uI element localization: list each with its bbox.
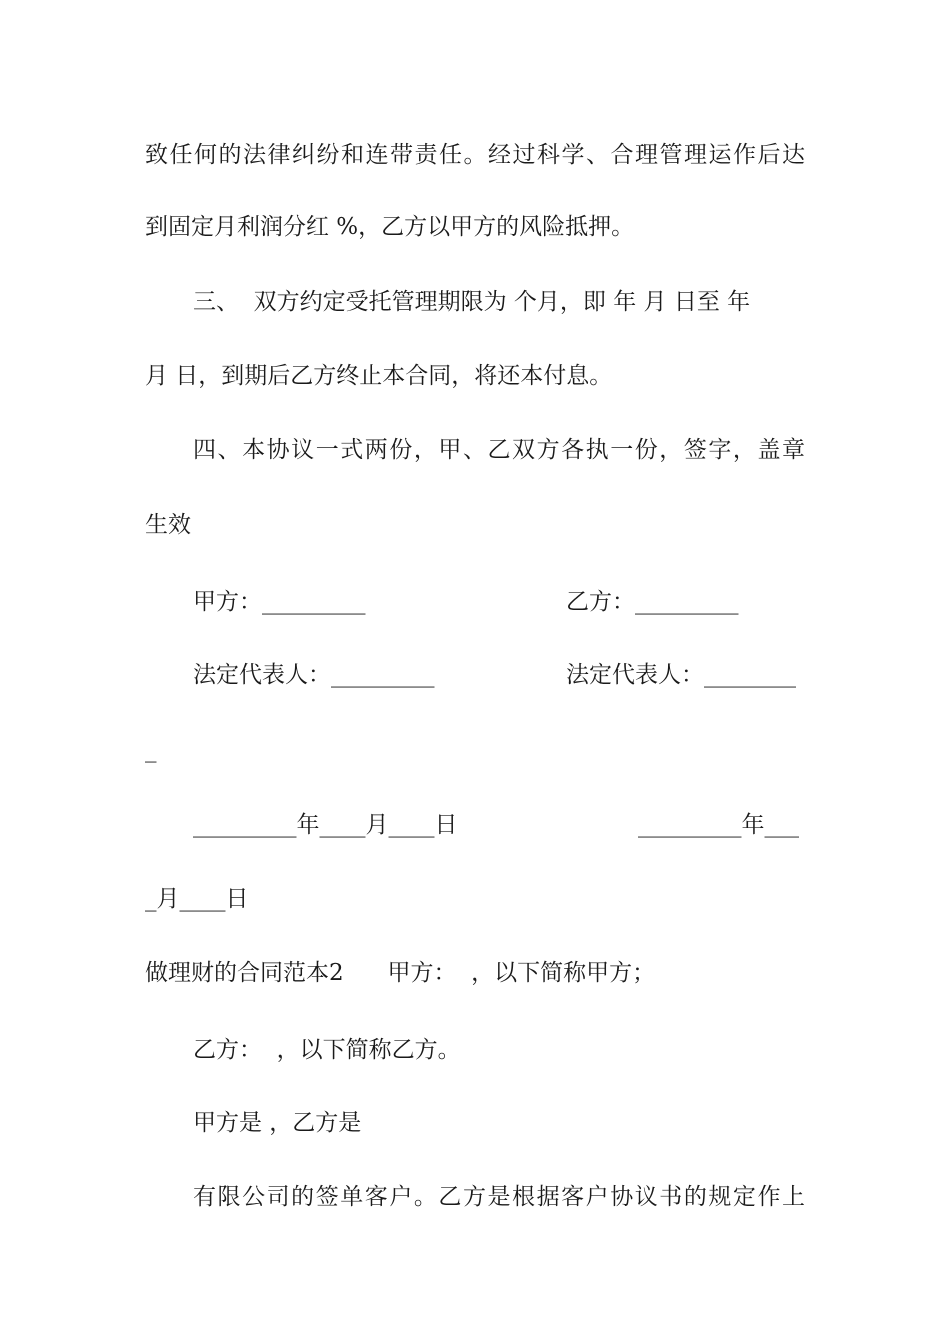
rep-b-continuation: _ bbox=[145, 737, 157, 763]
party-b-line: 乙方： ，以下简称乙方。 bbox=[193, 1037, 461, 1063]
date-b-continuation: _月____日 bbox=[145, 886, 249, 912]
date-b: _________年___ bbox=[638, 812, 799, 838]
clause-three: 三、 双方约定受托管理期限为 个月，即 年 月 日至 年 bbox=[193, 289, 751, 315]
clause-four: 四、本协议一式两份，甲、乙双方各执一份，签字，盖章 bbox=[193, 437, 805, 463]
contract-heading-line: 做理财的合同范本2 甲方： ，以下简称甲方； bbox=[145, 960, 656, 986]
parties-line: 甲方是 ，乙方是 bbox=[193, 1110, 362, 1136]
rep-a-signature: 法定代表人：_________ bbox=[193, 662, 435, 688]
paragraph-line: 有限公司的签单客户。乙方是根据客户协议书的规定作上 bbox=[193, 1184, 805, 1210]
rep-b-signature: 法定代表人：________ bbox=[566, 662, 796, 688]
paragraph-line: 到固定月利润分红 %，乙方以甲方的风险抵押。 bbox=[145, 214, 635, 240]
paragraph-line: 月 日，到期后乙方终止本合同，将还本付息。 bbox=[145, 363, 613, 389]
paragraph-line: 生效 bbox=[145, 512, 191, 538]
party-b-signature: 乙方：_________ bbox=[566, 589, 739, 615]
date-a: _________年____月____日 bbox=[193, 812, 458, 838]
paragraph-line: 致任何的法律纠纷和连带责任。经过科学、合理管理运作后达 bbox=[145, 142, 805, 168]
party-a-signature: 甲方：_________ bbox=[193, 589, 366, 615]
